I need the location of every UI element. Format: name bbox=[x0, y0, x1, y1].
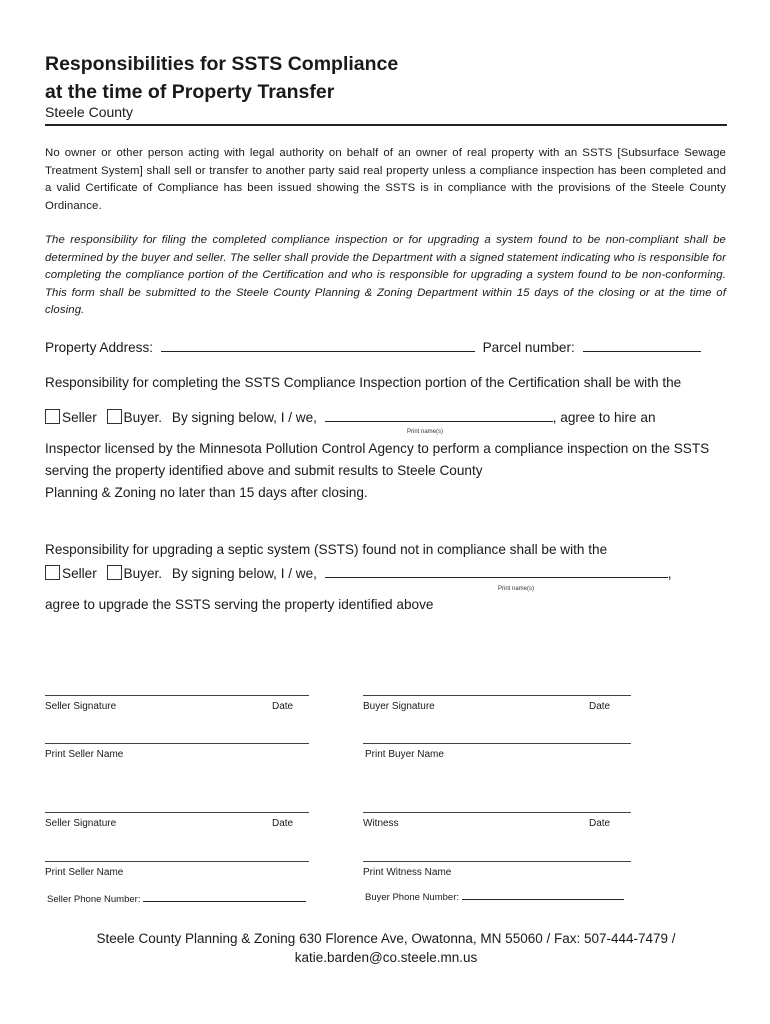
parcel-number-label: Parcel number: bbox=[482, 340, 575, 355]
upgrade-choice-row bbox=[45, 564, 672, 581]
print-buyer-name-line[interactable] bbox=[363, 743, 631, 744]
witness-date-label: Date bbox=[589, 818, 611, 829]
inspection-buyer-checkbox[interactable] bbox=[107, 409, 122, 424]
inspection-seller-label: Seller bbox=[62, 410, 97, 425]
upgrade-intro: Responsibility for upgrading a septic system (SSTS) found not in compliance shall be with the bbox=[45, 542, 608, 557]
inspection-names-field[interactable] bbox=[325, 408, 553, 422]
witness-label: Witness bbox=[363, 818, 399, 829]
title-line-2: at the time of Property Transfer bbox=[45, 81, 335, 103]
seller-signature-label-2: Seller Signature bbox=[45, 818, 117, 829]
upgrade-agree-text: agree to upgrade the SSTS serving the property identified above bbox=[45, 597, 434, 612]
county-subtitle: Steele County bbox=[45, 104, 133, 120]
seller-signature-label: Seller Signature bbox=[45, 701, 117, 712]
print-witness-name-label: Print Witness Name bbox=[363, 867, 452, 878]
inspection-line-3: Planning & Zoning no later than 15 days after closing. bbox=[45, 485, 368, 500]
title-line-1: Responsibilities for SSTS Compliance bbox=[45, 53, 399, 75]
responsibility-paragraph: The responsibility for filing the completed compliance inspection or for upgrading a system found to be non-compliant shall be determined by the buyer and seller. The seller shall provide the Department with a signed statement indicating who is responsible for completing the compliance portion of the Certification and who is responsible for upgrading a system found to be non-conforming. This form shall be submitted to the Steele County Planning & Zoning Department within 15 days of the closing or at the time of closing. bbox=[45, 234, 726, 317]
upgrade-print-names-caption: Print name(s) bbox=[498, 586, 535, 592]
buyer-date-label: Date bbox=[589, 701, 611, 712]
upgrade-signing-text: By signing below, I / we, bbox=[171, 566, 317, 581]
inspection-agree-hire: , agree to hire an bbox=[552, 410, 656, 425]
inspection-seller-checkbox[interactable] bbox=[45, 409, 60, 424]
document-title bbox=[45, 50, 545, 106]
inspection-choice-row bbox=[45, 408, 656, 425]
seller-date-label: Date bbox=[272, 701, 294, 712]
print-seller-name-label-2: Print Seller Name bbox=[45, 867, 124, 878]
buyer-signature-line[interactable] bbox=[363, 695, 631, 696]
seller-phone-row bbox=[47, 892, 306, 905]
property-row bbox=[45, 338, 701, 355]
inspection-line-2: serving the property identified above and submit results to Steele County bbox=[45, 463, 483, 478]
inspection-intro: Responsibility for completing the SSTS Compliance Inspection portion of the Certification shall be with the bbox=[45, 375, 682, 390]
upgrade-names-field[interactable] bbox=[325, 564, 668, 578]
property-address-label: Property Address: bbox=[45, 340, 154, 355]
upgrade-comma: , bbox=[667, 566, 672, 581]
seller-phone-label: Seller Phone Number: bbox=[47, 894, 141, 905]
upgrade-buyer-checkbox[interactable] bbox=[107, 565, 122, 580]
upgrade-seller-checkbox[interactable] bbox=[45, 565, 60, 580]
witness-signature-line[interactable] bbox=[363, 812, 631, 813]
inspection-buyer-label: Buyer. bbox=[123, 410, 163, 425]
property-address-field[interactable] bbox=[161, 338, 475, 352]
buyer-phone-field[interactable] bbox=[462, 890, 624, 900]
inspection-signing-text: By signing below, I / we, bbox=[171, 410, 317, 425]
footer-email: katie.barden@co.steele.mn.us bbox=[294, 950, 478, 965]
inspection-print-names-caption: Print name(s) bbox=[407, 429, 444, 435]
footer-address: Steele County Planning & Zoning 630 Florence Ave, Owatonna, MN 55060 / Fax: 507-444-7479 / bbox=[96, 931, 676, 946]
print-seller-name-label: Print Seller Name bbox=[45, 749, 124, 760]
print-seller-name-line-2[interactable] bbox=[45, 861, 309, 862]
inspection-line-1: Inspector licensed by the Minnesota Pollution Control Agency to perform a compliance inspection on the SSTS bbox=[45, 441, 710, 456]
print-buyer-name-label: Print Buyer Name bbox=[365, 749, 444, 760]
upgrade-buyer-label: Buyer. bbox=[123, 566, 163, 581]
ordinance-paragraph: No owner or other person acting with legal authority on behalf of an owner of real property with an SSTS [Subsurface Sewage Treatment System] shall sell or transfer to another party said real property unless a compliance inspection has been completed and a valid Certificate of Compliance has been issued showing the SSTS is in compliance with the provisions of the Steele County Ordinance. bbox=[45, 147, 726, 212]
upgrade-seller-label: Seller bbox=[62, 566, 97, 581]
seller-date-label-2: Date bbox=[272, 818, 294, 829]
parcel-number-field[interactable] bbox=[583, 338, 701, 352]
buyer-phone-label: Buyer Phone Number: bbox=[365, 892, 459, 903]
buyer-phone-row bbox=[365, 890, 624, 903]
seller-phone-field[interactable] bbox=[143, 892, 306, 902]
print-witness-name-line[interactable] bbox=[363, 861, 631, 862]
buyer-signature-label: Buyer Signature bbox=[363, 701, 435, 712]
print-seller-name-line[interactable] bbox=[45, 743, 309, 744]
header-divider bbox=[45, 124, 727, 126]
contact-footer bbox=[45, 929, 727, 967]
seller-signature-line[interactable] bbox=[45, 695, 309, 696]
seller-signature-line-2[interactable] bbox=[45, 812, 309, 813]
